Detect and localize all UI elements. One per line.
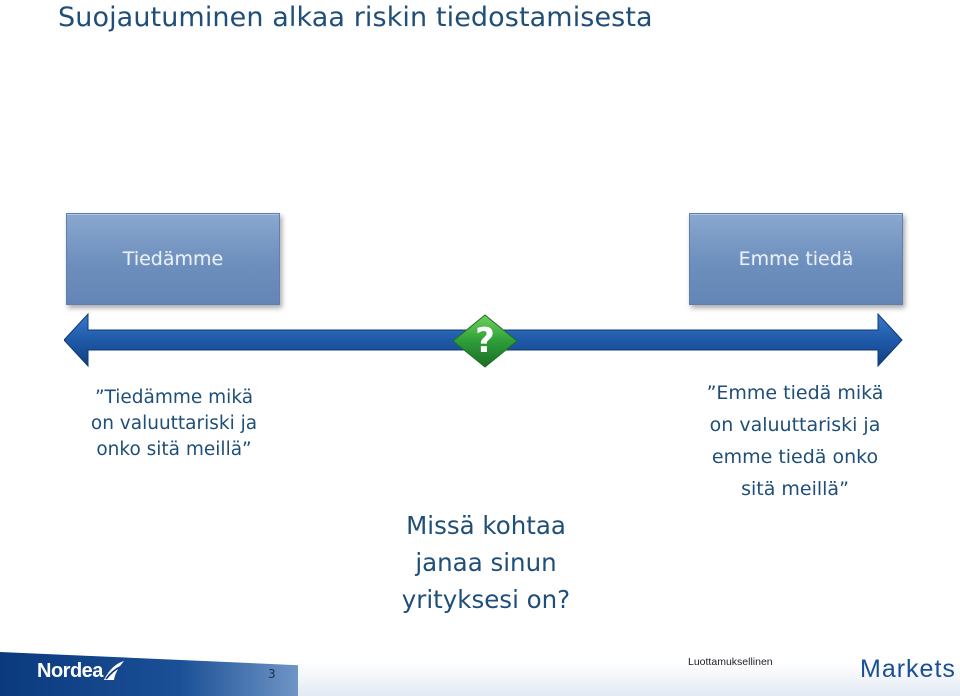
question-mark-icon — [452, 314, 518, 368]
unknown-box-label: Emme tiedä — [738, 248, 854, 270]
nordea-sail-icon — [102, 660, 126, 682]
nordea-logo: Nordea — [37, 660, 103, 682]
position-question — [372, 507, 600, 618]
slide-title: Suojautuminen alkaa riskin tiedostamisesta — [58, 2, 653, 33]
unknown-caption-line: emme tiedä onko — [711, 446, 879, 468]
known-caption-line: ”Tiedämme mikä — [94, 387, 254, 408]
question-line: janaa sinun — [415, 548, 557, 577]
known-caption-line: onko sitä meillä” — [96, 439, 252, 460]
question-line: Missä kohtaa — [406, 511, 566, 540]
known-box-label: Tiedämme — [122, 248, 224, 270]
unknown-box — [689, 213, 903, 305]
known-box — [66, 213, 280, 305]
question-mark-glyph: ? — [475, 321, 495, 361]
unknown-caption-line: ”Emme tiedä mikä — [706, 382, 884, 404]
unknown-caption-line: on valuuttariski ja — [709, 414, 881, 436]
question-line: yrityksesi on? — [401, 585, 571, 614]
markets-logo: Markets — [860, 655, 956, 683]
page-number: 3 — [268, 667, 276, 681]
unknown-caption-line: sitä meillä” — [741, 478, 849, 500]
unknown-caption — [680, 377, 910, 505]
known-caption — [66, 385, 282, 463]
known-caption-line: on valuuttariski ja — [90, 413, 258, 434]
classification-label: Luottamuksellinen — [688, 656, 773, 668]
